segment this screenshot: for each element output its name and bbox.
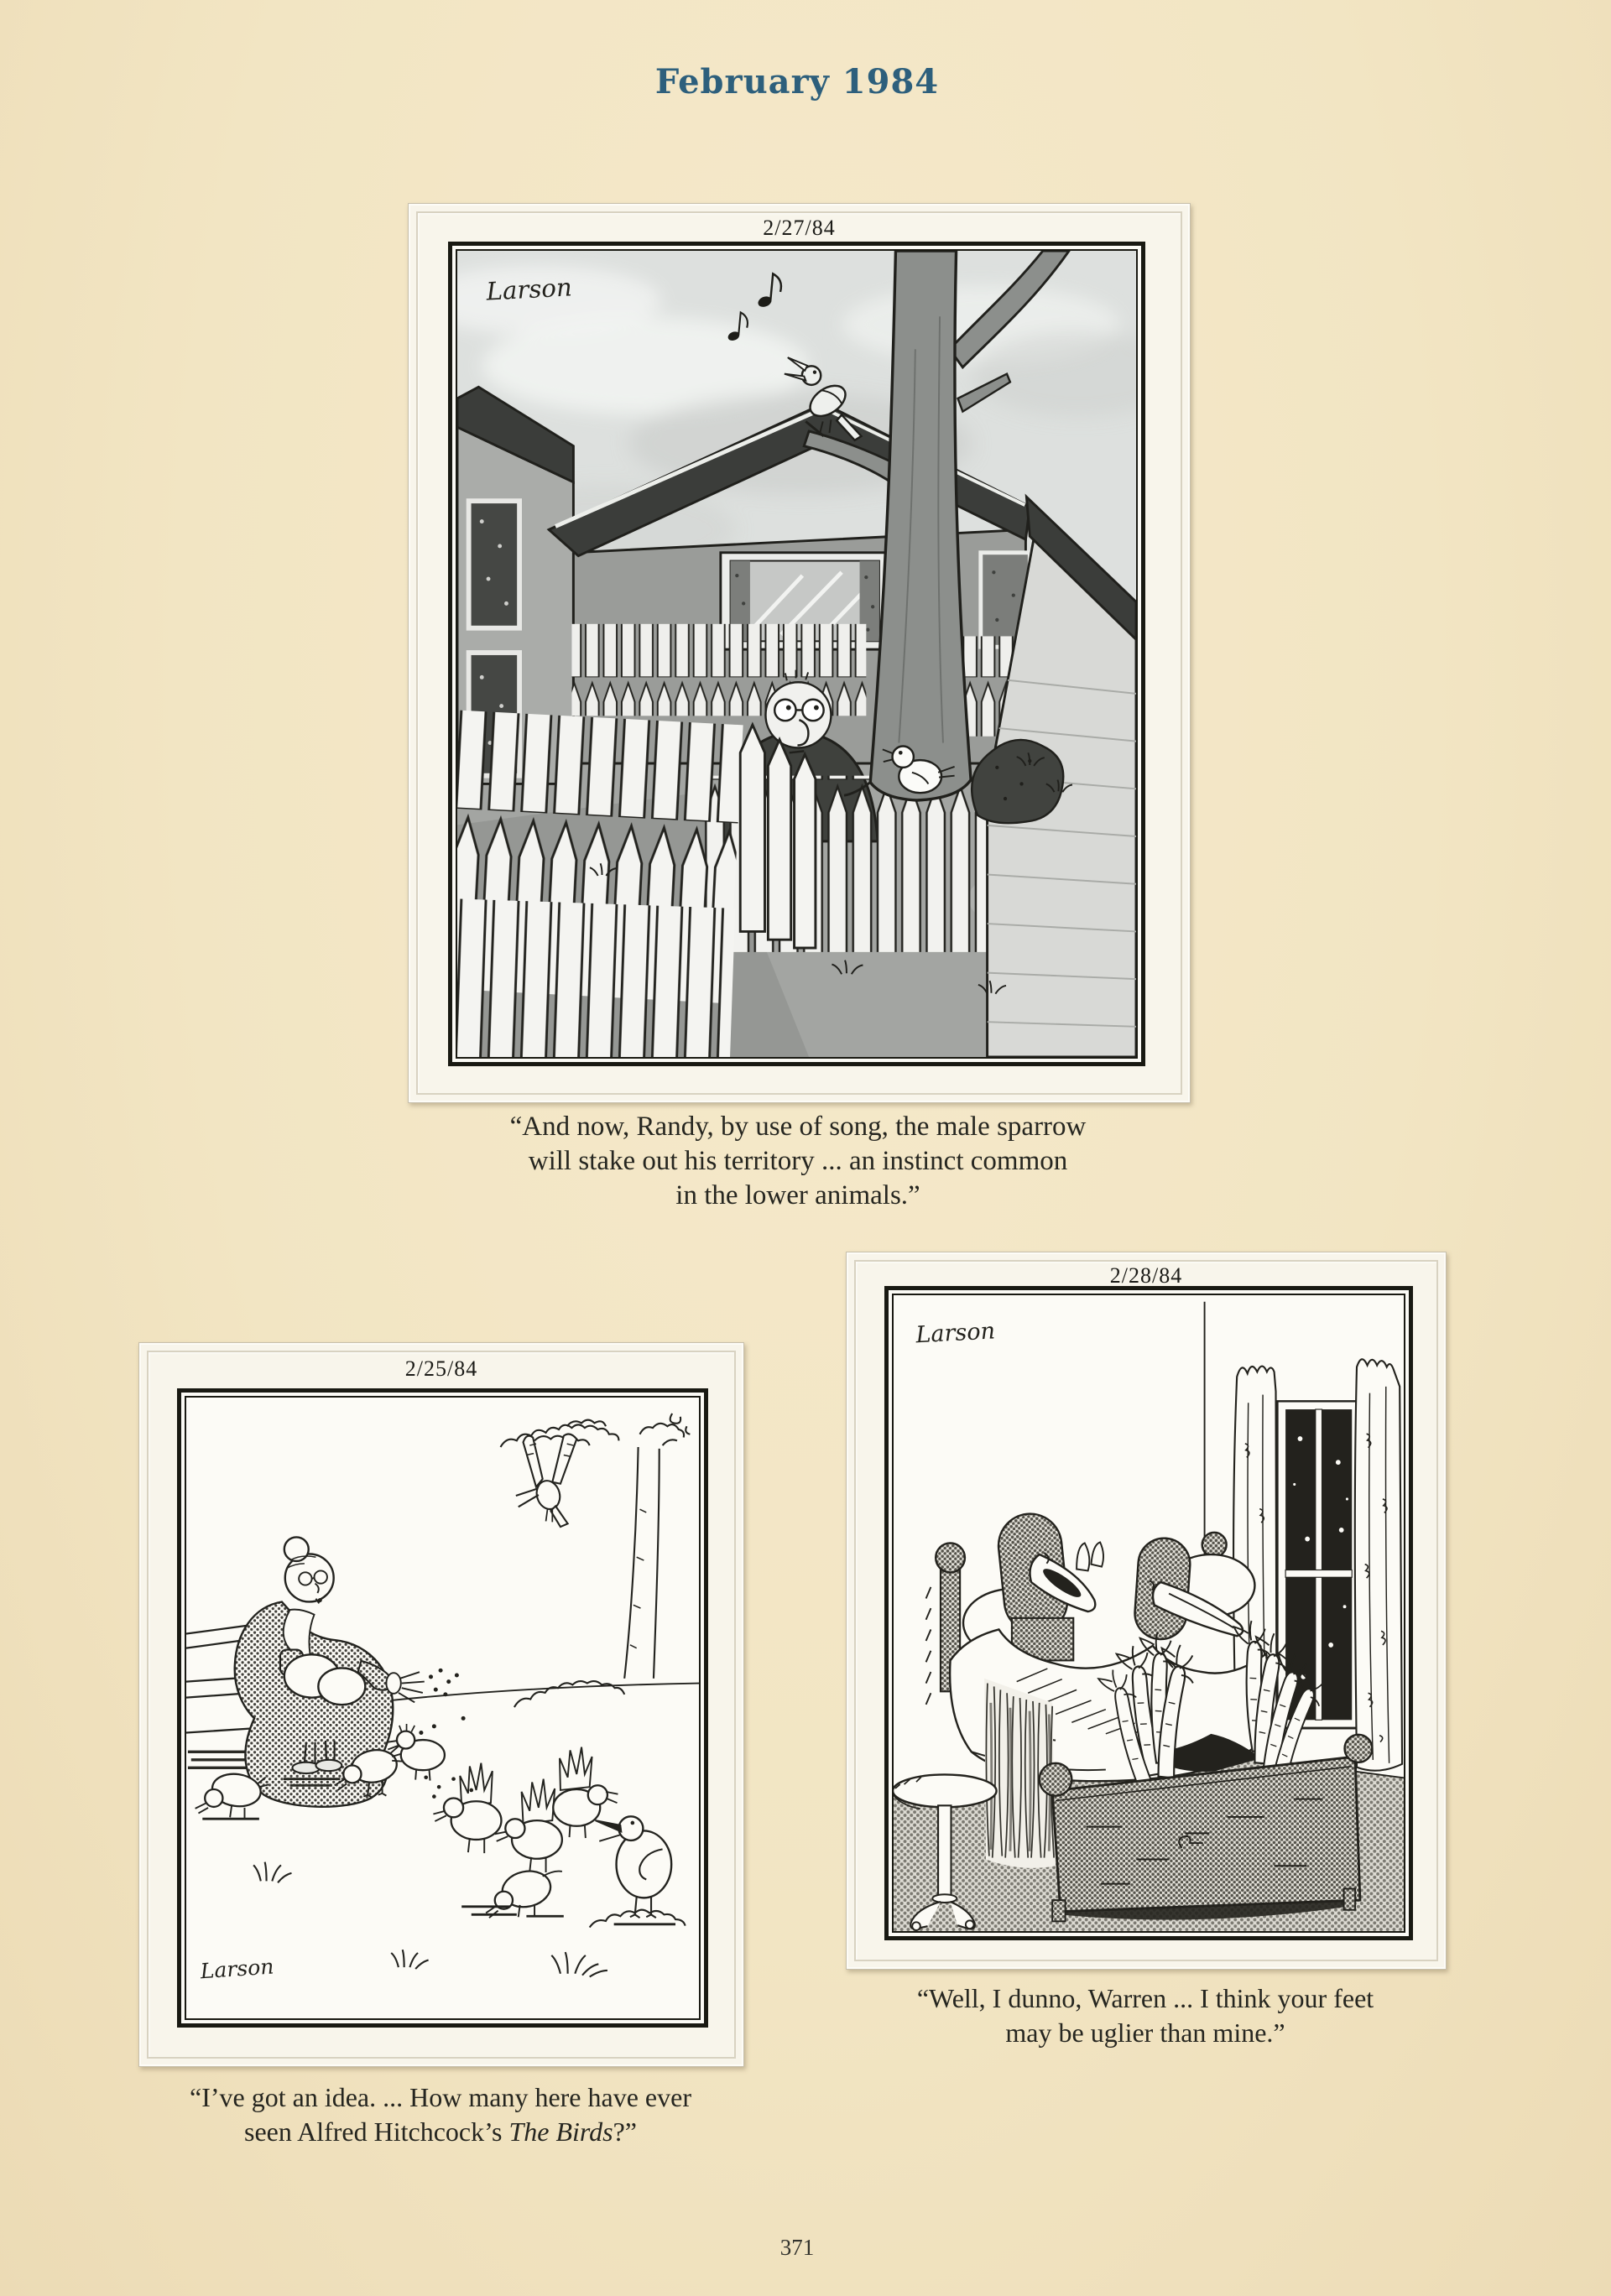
comic-plate-sparrow (408, 203, 1191, 1103)
caption-italic-title: The Birds (508, 2116, 613, 2147)
comic-frame (448, 242, 1145, 1066)
caption-the-birds (105, 2080, 776, 2149)
caption-text: seen Alfred Hitchcock’s (243, 2116, 509, 2147)
comic-frame (884, 1286, 1413, 1940)
artist-signature: Larson (485, 273, 573, 306)
comic-date: 2/27/84 (763, 216, 836, 240)
caption-ugly-feet (810, 1981, 1481, 2050)
caption-sparrow (378, 1110, 1217, 1213)
artist-signature: Larson (199, 1954, 275, 1984)
caption-line: “Well, I dunno, Warren ... I think your feet (916, 1983, 1374, 2013)
comic-art-the-birds (186, 1398, 699, 2018)
caption-line (105, 2115, 776, 2149)
caption-line: in the lower animals.” (675, 1180, 920, 1210)
page-title: February 1984 (654, 62, 940, 102)
comic-plate-the-birds (138, 1342, 744, 2067)
caption-line (105, 2080, 776, 2115)
caption-line: will stake out his territory ... an instinct common (528, 1146, 1068, 1176)
comic-art-sparrow (457, 251, 1136, 1057)
comic-frame (177, 1388, 708, 2028)
caption-line: may be uglier than mine.” (1005, 2017, 1285, 2048)
comic-date: 2/28/84 (1109, 1263, 1183, 1288)
artist-signature: Larson (915, 1318, 996, 1349)
caption-text: ?” (613, 2116, 637, 2147)
caption-line: “And now, Randy, by use of song, the male sparrow (509, 1112, 1087, 1142)
comic-art-ugly-feet (894, 1295, 1404, 1931)
comic-date: 2/25/84 (404, 1356, 478, 1381)
page-number: 371 (779, 2235, 815, 2260)
comic-plate-ugly-feet (846, 1252, 1447, 1970)
caption-text: “I’ve got an idea. ... How many here have ever (190, 2082, 691, 2112)
